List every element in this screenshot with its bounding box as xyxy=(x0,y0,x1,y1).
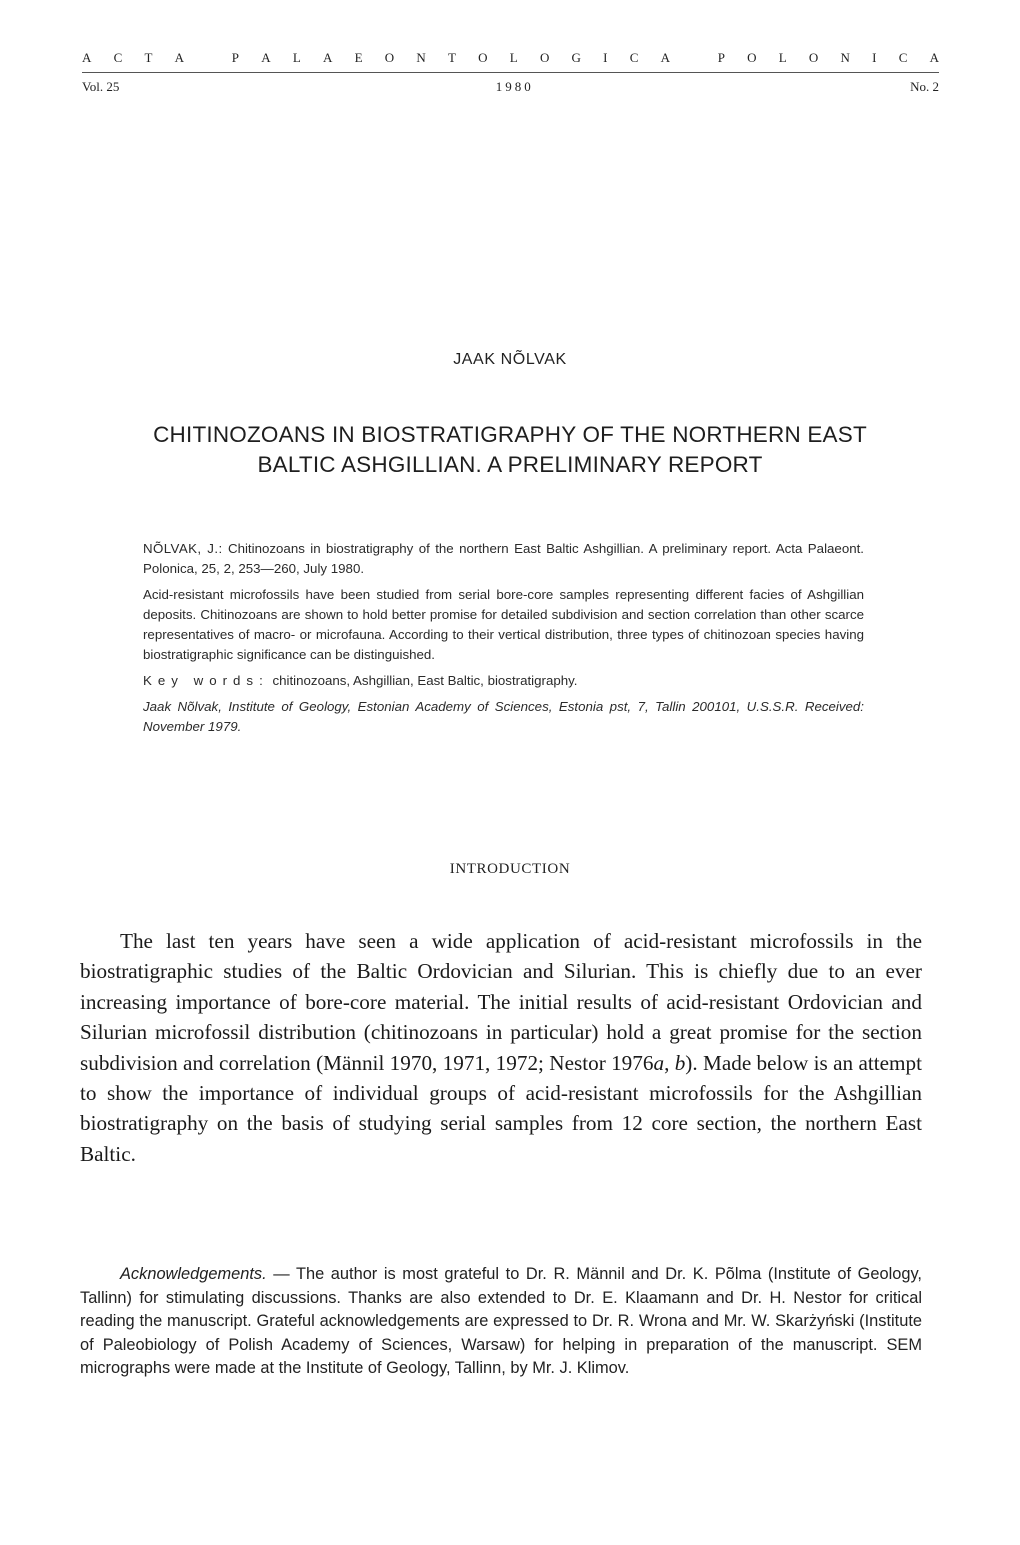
journal-letter: E xyxy=(354,50,363,65)
journal-letter: P xyxy=(717,50,725,65)
acknowledgements-lead: Acknowledgements. xyxy=(120,1265,267,1283)
journal-letter: O xyxy=(478,50,488,65)
author-address xyxy=(143,697,864,737)
title-line-2: BALTIC ASHGILLIAN. A PRELIMINARY REPORT xyxy=(257,452,763,477)
journal-letter: O xyxy=(539,50,550,65)
header-rule xyxy=(82,72,939,73)
journal-letter: L xyxy=(292,50,301,65)
abstract-summary: Acid-resistant microfossils have been studied from serial bore-core samples representing different facies of Ashgillian deposits. Chitinozoans are shown to hold better promise for detailed subdivision and section correlation than other scarce representatives of macro- or microfauna. According to their vertical distribution, three types of chitinozoan species having biostratigraphic significance can be distinguished. xyxy=(143,587,864,662)
journal-title xyxy=(82,50,939,66)
introduction-paragraph: The last ten years have seen a wide application of acid-resistant microfossils in the biostratigraphic studies of the Baltic Ordovician and Silurian. This is chiefly due to an ever increasing importance of bore-core material. The initial results of acid-resistant Ordovician and Silurian microfossil distribution (chitinozoans in particular) hold a great promise for the section subdivision and correlation (Männil 1970, 1971, 1972; Nestor 1976a, b). Made below is an attempt to show the importance of individual groups of acid-resistant microfossils for the Ashgillian biostratigraphy on the basis of studying serial samples from 12 core section, the northern East Baltic. xyxy=(80,929,923,1166)
article-title xyxy=(60,420,960,480)
journal-letter: A xyxy=(660,50,670,65)
ref-a: a xyxy=(653,1050,665,1075)
journal-letter: C xyxy=(898,50,908,65)
keywords xyxy=(143,671,864,691)
journal-letter: A xyxy=(261,50,271,65)
ref-b: b xyxy=(674,1050,686,1075)
journal-letter xyxy=(206,50,209,66)
citation-text: Chitinozoans in biostratigraphy of the northern East Baltic Ashgillian. A preliminary report. Acta Palaeont. Polonica, 25, 2, 253—260, July 1980. xyxy=(143,541,864,576)
journal-letter: A xyxy=(322,50,333,65)
journal-letter: N xyxy=(416,50,426,65)
journal-letter xyxy=(692,50,695,66)
received-date: November 1979. xyxy=(143,719,242,734)
journal-letter: A xyxy=(929,50,939,65)
year: 1980 xyxy=(495,79,534,94)
title-line-1: CHITINOZOANS IN BIOSTRATIGRAPHY OF THE NORTHERN EAST xyxy=(153,422,867,447)
introduction-body xyxy=(80,926,922,1169)
journal-letter: A xyxy=(174,50,185,65)
volume: Vol. 25 xyxy=(82,79,120,94)
abstract xyxy=(143,539,864,743)
keywords-label: Key words: xyxy=(143,673,269,688)
acknowledgements xyxy=(80,1263,922,1381)
journal-letter: A xyxy=(82,50,92,65)
section-heading-introduction: INTRODUCTION xyxy=(449,861,571,877)
address-author: Jaak Nõlvak, xyxy=(143,699,222,714)
journal-letter: L xyxy=(778,50,787,65)
journal-letter: O xyxy=(747,50,757,65)
journal-letter: C xyxy=(113,50,123,65)
acknowledgements-text: — The author is most grateful to Dr. R. Männil and Dr. K. Põlma (Institute of Geology, Tallinn) for stimulating discussions. Thanks are also extended to Dr. E. Klaamann and Dr. H. Nestor for critical reading the manuscript. Grateful acknowledgements are expressed to Dr. R. Wrona and Mr. W. Skarżyński (Institute of Paleobiology of Polish Academy of Sciences, Warsaw) for helping in preparation of the manuscript. SEM micrographs were made at the Institute of Geology, Tallinn, by Mr. J. Klimov. xyxy=(80,1265,922,1378)
citation-author: NÕLVAK, J.: xyxy=(143,541,223,556)
journal-letter: N xyxy=(840,50,850,65)
journal-letter: I xyxy=(872,50,877,65)
journal-letter: T xyxy=(144,50,153,65)
journal-letter: P xyxy=(231,50,239,65)
journal-letter: T xyxy=(447,50,456,65)
journal-letter: O xyxy=(384,50,395,65)
author-name: JAAK NÕLVAK xyxy=(453,351,567,368)
journal-letter: C xyxy=(629,50,639,65)
abstract-citation xyxy=(143,539,864,579)
issue-line xyxy=(82,79,939,95)
journal-letter: L xyxy=(509,50,518,65)
address-institute: Institute of Geology, Estonian Academy of Sciences, Estonia pst, 7, Tallin 200101, U.S.S.R. xyxy=(228,699,799,714)
journal-letter: I xyxy=(603,50,608,65)
journal-letter: O xyxy=(808,50,819,65)
received-label: Received: xyxy=(804,699,864,714)
journal-letter: G xyxy=(571,50,581,65)
issue-number: No. 2 xyxy=(910,79,939,94)
keywords-text: chitinozoans, Ashgillian, East Baltic, biostratigraphy. xyxy=(272,673,578,688)
